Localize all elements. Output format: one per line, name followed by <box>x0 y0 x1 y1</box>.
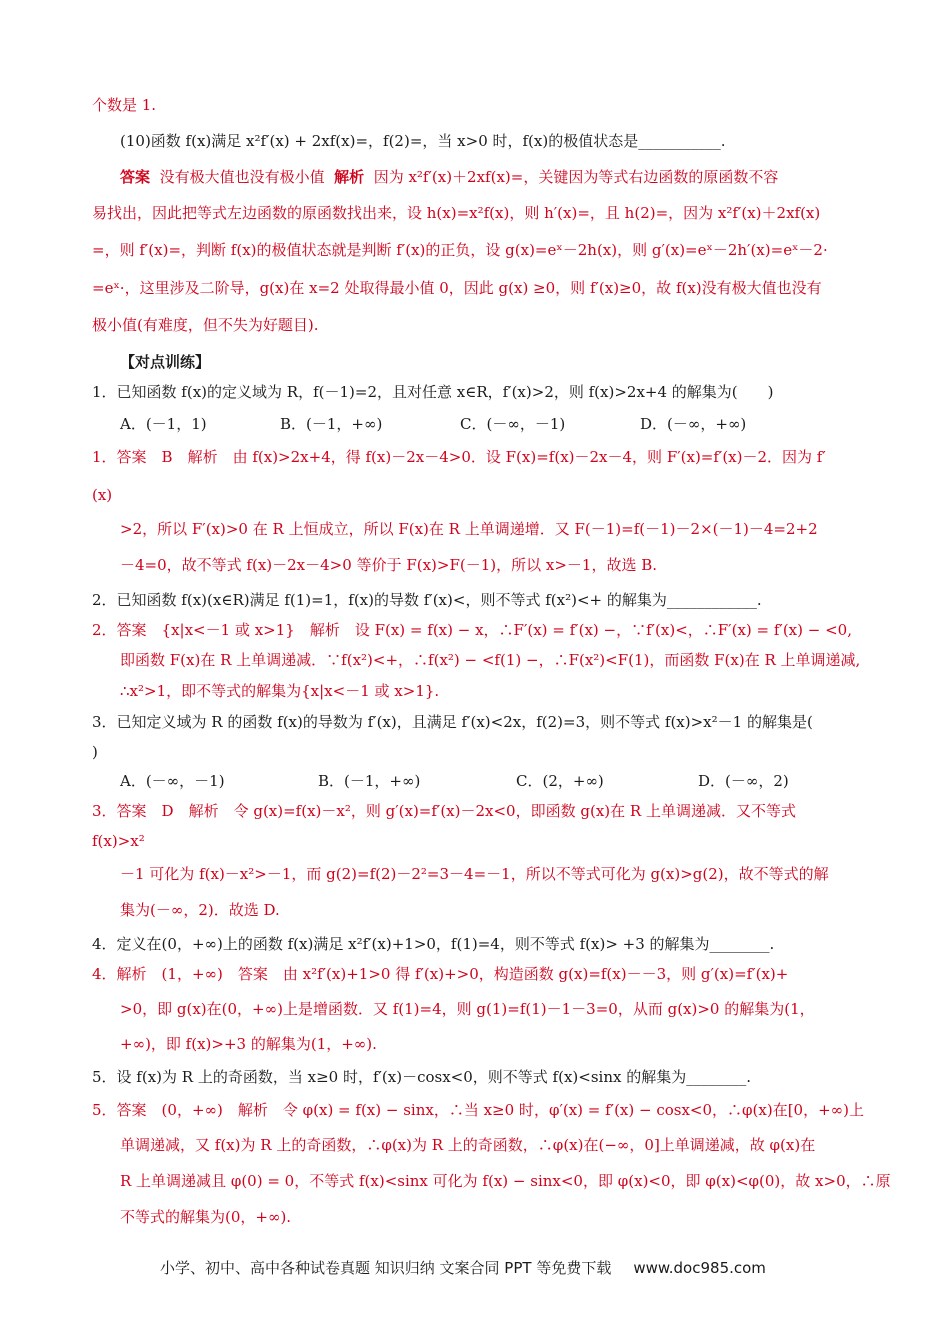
answer-2-line-3: ∴x²>1，即不等式的解集为{x|x<－1 或 x>1}. <box>120 682 440 700</box>
answer-5-line-3: R 上单调递减且 φ(0) = 0，不等式 f(x)<sinx 可化为 f(x) − sinx<0，即 φ(x)<0，即 φ(x)<φ(0)，故 x>0，∴原 <box>120 1172 891 1190</box>
answer-5-line-4: 不等式的解集为(0，+∞). <box>120 1208 292 1226</box>
question-2: 2．已知函数 f(x)(x∈R)满足 f(1)=1，f(x)的导数 f′(x)<，则不等式 f(x²)<+ 的解集为____________. <box>92 591 762 609</box>
answer-1-line-3: >2，所以 F′(x)>0 在 R 上恒成立，所以 F(x)在 R 上单调递增．又 F(－1)=f(－1)－2×(－1)－4=2+2 <box>120 520 818 538</box>
footer-url[interactable]: www.doc985.com <box>633 1259 766 1277</box>
answer-continuation: 个数是 1. <box>92 96 157 114</box>
footer-text: 小学、初中、高中各种试卷真题 知识归纳 文案合同 PPT 等免费下载 <box>160 1259 612 1277</box>
answer-2-line-1: 2．答案 {x|x<－1 或 x>1} 解析 设 F(x) = f(x) − x，∴F′(x) = f′(x) −，∵f′(x)<，∴F′(x) = f′(x) − <0, <box>92 621 852 639</box>
option-b: B．(－1，+∞) <box>318 772 421 790</box>
answer-3-line-1: 3．答案 D 解析 令 g(x)=f(x)－x²，则 g′(x)=f′(x)－2x<0，即函数 g(x)在 R 上单调递减．又不等式 <box>92 802 796 820</box>
answer-10-line-5: 极小值(有难度，但不失为好题目). <box>92 316 319 334</box>
option-c: C．(－∞，－1) <box>460 415 566 433</box>
option-a: A．(－∞，－1) <box>120 772 225 790</box>
question-10: (10)函数 f(x)满足 x²f′(x) + 2xf(x)=，f(2)=，当 x>0 时，f(x)的极值状态是___________. <box>120 132 726 150</box>
answer-1-line-4: －4=0，故不等式 f(x)－2x－4>0 等价于 F(x)>F(－1)，所以 x>－1，故选 B. <box>120 556 658 574</box>
question-1: 1．已知函数 f(x)的定义域为 R，f(－1)=2，且对任意 x∈R，f′(x)>2，则 f(x)>2x+4 的解集为( ) <box>92 383 774 401</box>
answer-3-line-3: －1 可化为 f(x)－x²>－1，而 g(2)=f(2)－2²=3－4=－1，所以不等式可化为 g(x)>g(2)，故不等式的解 <box>120 865 829 883</box>
option-d: D．(－∞，2) <box>698 772 789 790</box>
option-d: D．(－∞，+∞) <box>640 415 747 433</box>
answer-4-line-2: >0，即 g(x)在(0，+∞)上是增函数．又 f(1)=4，则 g(1)=f(1)－1－3=0，从而 g(x)>0 的解集为(1， <box>120 1000 815 1018</box>
answer-10-line-4: =eˣ·，这里涉及二阶导，g(x)在 x=2 处取得最小值 0，因此 g(x) ≥0，则 f′(x)≥0，故 f(x)没有极大值也没有 <box>92 279 822 297</box>
page-footer <box>160 1257 766 1278</box>
answer-10-line-1 <box>120 167 778 187</box>
analysis-label: 解析 <box>334 168 365 186</box>
question-3-options <box>120 771 789 791</box>
answer-label: 答案 <box>120 168 151 186</box>
answer-1-line-1: 1．答案 B 解析 由 f(x)>2x+4，得 f(x)－2x－4>0．设 F(x)=f(x)－2x－4，则 F′(x)=f′(x)－2．因为 f′ <box>92 448 826 466</box>
option-a: A．(－1，1) <box>120 415 207 433</box>
question-3-line-2: ) <box>92 743 98 761</box>
question-3-line-1: 3．已知定义域为 R 的函数 f(x)的导数为 f′(x)，且满足 f′(x)<2x，f(2)=3，则不等式 f(x)>x²－1 的解集是( <box>92 713 813 731</box>
question-5: 5．设 f(x)为 R 上的奇函数，当 x≥0 时，f′(x)－cosx<0，则不等式 f(x)<sinx 的解集为________. <box>92 1068 751 1086</box>
question-1-options <box>120 414 746 434</box>
answer-5-line-1: 5．答案 (0，+∞) 解析 令 φ(x) = f(x) − sinx，∴当 x≥0 时，φ′(x) = f′(x) − cosx<0，∴φ(x)在[0，+∞)上 <box>92 1101 865 1119</box>
answer-5-line-2: 单调递减，又 f(x)为 R 上的奇函数，∴φ(x)为 R 上的奇函数，∴φ(x)在(−∞，0]上单调递减，故 φ(x)在 <box>120 1136 816 1154</box>
question-4: 4．定义在(0，+∞)上的函数 f(x)满足 x²f′(x)+1>0，f(1)=4，则不等式 f(x)> +3 的解集为________. <box>92 935 775 953</box>
answer-1-line-2: (x) <box>92 486 113 504</box>
answer-text: 没有极大值也没有极小值 <box>159 168 325 186</box>
answer-10-line-2: 易找出，因此把等式左边函数的原函数找出来，设 h(x)=x²f(x)，则 h′(x)=，且 h(2)=，因为 x²f′(x)＋2xf(x) <box>92 204 821 222</box>
answer-4-line-1: 4．解析 (1，+∞) 答案 由 x²f′(x)+1>0 得 f′(x)+>0，构造函数 g(x)=f(x)－－3，则 g′(x)=f′(x)+ <box>92 965 789 983</box>
answer-10-line-3: =，则 f′(x)=，判断 f(x)的极值状态就是判断 f′(x)的正负，设 g(x)=eˣ－2h(x)，则 g′(x)=eˣ－2h′(x)=eˣ－2· <box>92 241 828 259</box>
answer-3-line-2: f(x)>x² <box>92 832 145 850</box>
answer-2-line-2: 即函数 F(x)在 R 上单调递减．∵f(x²)<+，∴f(x²) − <f(1) −，∴F(x²)<F(1)，而函数 F(x)在 R 上单调递减, <box>120 651 861 669</box>
analysis-text: 因为 x²f′(x)＋2xf(x)=，关键因为等式右边函数的原函数不容 <box>373 168 779 186</box>
option-b: B．(－1，+∞) <box>280 415 383 433</box>
answer-3-line-4: 集为(－∞，2)．故选 D. <box>120 901 280 919</box>
option-c: C．(2，+∞) <box>516 772 604 790</box>
section-heading: 【对点训练】 <box>120 353 211 371</box>
answer-4-line-3: +∞)，即 f(x)>+3 的解集为(1，+∞). <box>120 1035 377 1053</box>
